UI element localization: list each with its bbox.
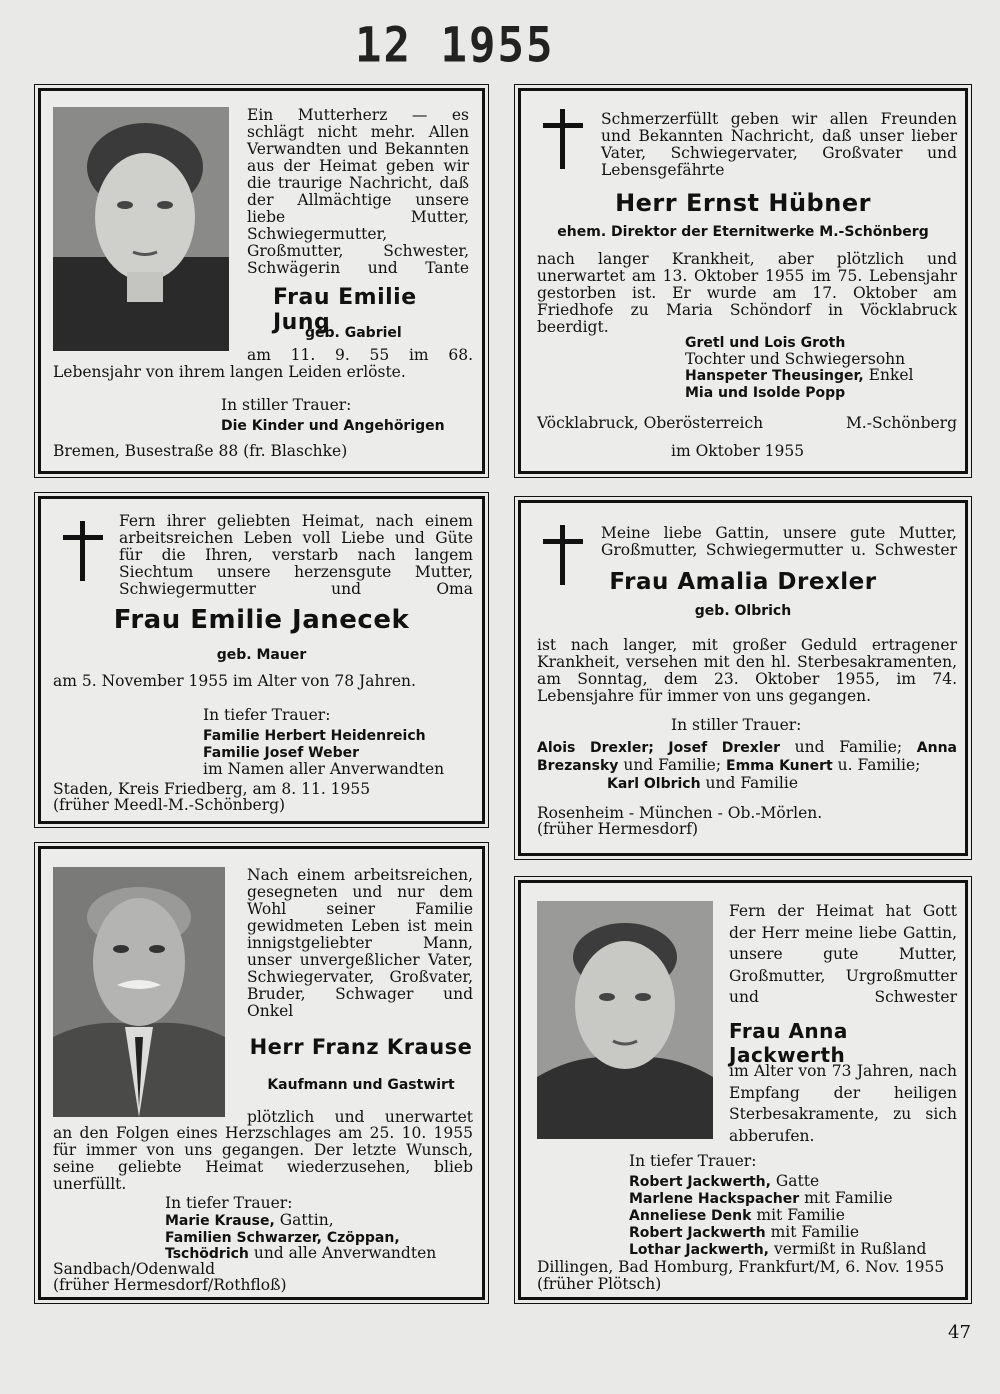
deceased-name: Herr Franz Krause	[249, 1035, 473, 1059]
mourner-2-relation: Enkel	[868, 366, 914, 384]
mourner-2: Marlene Hackspacher	[629, 1191, 800, 1207]
intro-text: Meine liebe Gattin, unsere gute Mutter, Großmutter, Schwiegermutter u. Schwester	[601, 524, 957, 559]
mourning-label: In tiefer Trauer:	[203, 706, 331, 724]
notice-amalia-drexler	[518, 500, 968, 856]
mourner-1-line	[165, 1212, 334, 1230]
mourner-2: Hanspeter Theusinger,	[685, 368, 864, 384]
deceased-name: Frau Emilie Janecek	[113, 605, 410, 635]
mourner-1-rest: Gattin,	[279, 1211, 334, 1229]
place-right: M.-Schönberg	[845, 414, 957, 432]
former-place: (früher Hermesdorf/Rothfloß)	[53, 1276, 287, 1294]
mourner-3: Mia und Isolde Popp	[685, 385, 846, 401]
death-text: ist nach langer, mit großer Geduld ertragener Krankheit, versehen mit den hl. Sterbesakramenten, am Sonntag, dem 23. Oktober 1955, im 74. Lebensjahre für immer von uns gegangen.	[537, 636, 957, 705]
notice-date: im Oktober 1955	[671, 442, 805, 460]
deceased-name: Frau Anna Jackwerth	[729, 1019, 848, 1067]
intro-text: Fern der Heimat hat Gott der Herr meine liebe Gattin, unsere gute Mutter, Großmutter, Urgroßmutter und Schwester	[729, 902, 957, 1006]
notice-ernst-huebner	[518, 88, 968, 474]
mourning-label: In stiller Trauer:	[671, 716, 802, 734]
mourner-2: Familie Josef Weber	[203, 745, 360, 761]
mourners: Die Kinder und Angehörigen	[221, 418, 445, 434]
intro-text: Schmerzerfüllt geben wir allen Freunden und Bekannten Nachricht, daß unser lieber Vater, Schwiegervater, Großvater und Lebensgefährte	[601, 110, 957, 179]
notice-franz-krause	[38, 846, 485, 1300]
place: Rosenheim - München - Ob.-Mörlen.	[537, 804, 823, 822]
mourner-3-rest: u. Familie;	[837, 756, 921, 774]
mourner-4: Karl Olbrich	[607, 776, 701, 792]
mourner-1: Alois Drexler; Josef Drexler	[537, 740, 781, 756]
mourner-1: Familie Herbert Heidenreich	[203, 728, 426, 744]
mourner-3: Tschödrich	[165, 1246, 249, 1262]
mourner-4-rest: mit Familie	[770, 1223, 860, 1241]
page-number: 47	[948, 1322, 971, 1343]
mourner-3-rest: und alle Anverwandten	[253, 1244, 437, 1262]
portrait-photo	[537, 901, 713, 1139]
place-date: Dillingen, Bad Homburg, Frankfurt/M, 6. Nov. 1955	[537, 1258, 945, 1276]
notice-emilie-janecek	[38, 496, 485, 824]
former-place: (früher Meedl-M.-Schönberg)	[53, 796, 286, 814]
address: Bremen, Busestraße 88 (fr. Blaschke)	[53, 442, 348, 460]
former-place: (früher Plötsch)	[537, 1275, 662, 1293]
portrait-photo	[53, 107, 229, 351]
place-date: Staden, Kreis Friedberg, am 8. 11. 1955	[53, 780, 371, 798]
cross-icon	[543, 109, 583, 169]
intro-text: Ein Mutterherz — es schlägt nicht mehr. Allen Verwandten und Bekannten aus der Heimat geben wir die traurige Nachricht, daß der Allmächtige unsere liebe Mutter, Schwiegermutter, Großmutter, Schwester, Schwägerin und Tante	[247, 106, 469, 277]
notice-emilie-jung	[38, 88, 485, 474]
mourner-2-rest: mit Familie	[804, 1189, 893, 1207]
deceased-title: Kaufmann und Gastwirt	[267, 1077, 455, 1093]
death-text: am 5. November 1955 im Alter von 78 Jahren.	[53, 672, 416, 690]
mourner-1: Marie Krause,	[165, 1213, 275, 1229]
mourner-1-line	[629, 1173, 819, 1191]
mourner-4: Robert Jackwerth	[629, 1225, 766, 1241]
deceased-title: ehem. Direktor der Eternitwerke M.-Schönberg	[557, 224, 929, 240]
mourners	[537, 739, 957, 793]
mourner-3: Emma Kunert	[726, 758, 833, 774]
place-line	[537, 415, 957, 432]
portrait-photo	[53, 867, 225, 1117]
former-place: (früher Hermesdorf)	[537, 820, 699, 838]
death-text: im Alter von 73 Jahren, nach Empfang der heiligen Sterbesakramente, zu sich abberufen.	[729, 1062, 957, 1145]
mourner-2: Familien Schwarzer, Czöppan,	[165, 1230, 400, 1246]
birth-name: geb. Gabriel	[305, 325, 402, 341]
cross-icon	[63, 521, 103, 581]
place: Sandbach/Odenwald	[53, 1260, 215, 1278]
death-text: am 11. 9. 55 im 68. Lebensjahr von ihrem langen Leiden erlöste.	[53, 346, 473, 381]
place-left: Vöcklabruck, Oberösterreich	[537, 414, 764, 432]
mourner-3-rest: mit Familie	[756, 1206, 845, 1224]
mourner-note: im Namen aller Anverwandten	[203, 760, 445, 778]
birth-name: geb. Mauer	[216, 647, 307, 663]
mourner-5-line	[629, 1241, 926, 1259]
mourner-1-rest: Gatte	[775, 1172, 820, 1190]
mourner-2: Anna Brezansky	[537, 740, 957, 774]
deceased-name: Herr Ernst Hübner	[615, 189, 871, 217]
mourner-5-rest: vermißt in Rußland	[773, 1240, 927, 1258]
mourner-3: Anneliese Denk	[629, 1208, 752, 1224]
death-text: nach langer Krankheit, aber plötzlich und unerwartet am 13. Oktober 1955 im 75. Lebensjahr gestorben ist. Er wurde am 17. Oktober am Friedhofe zu Maria Schöndorf in Vöcklabruck beerdigt.	[537, 250, 957, 336]
mourning-label: In stiller Trauer:	[221, 396, 352, 414]
mourner-4-rest: und Familie	[705, 774, 799, 792]
mourning-label: In tiefer Trauer:	[629, 1152, 757, 1170]
death-text-2: an den Folgen eines Herzschlages am 25. 10. 1955 für immer von uns gegangen. Der letzte Wunsch, seine geliebte Heimat wiederzusehen, blieb unerfüllt.	[53, 1124, 473, 1193]
notice-anna-jackwerth	[518, 880, 968, 1300]
mourner-1-rest: und Familie;	[794, 738, 903, 756]
intro-text: Fern ihrer geliebten Heimat, nach einem arbeitsreichen Leben voll Liebe und Güte für die Ihren, verstarb nach langem Siechtum unsere herzensgute Mutter, Schwiegermutter und Oma	[119, 512, 473, 598]
birth-name: geb. Olbrich	[694, 603, 792, 619]
archive-stamp: 12 1955	[355, 17, 555, 74]
deceased-name: Frau Amalia Drexler	[609, 569, 877, 595]
death-text-1: plötzlich und unerwartet	[247, 1108, 473, 1126]
mourner-5: Lothar Jackwerth,	[629, 1242, 769, 1258]
mourner-2-rest: und Familie;	[623, 756, 722, 774]
deceased-name: Frau Emilie Jung	[273, 285, 417, 335]
mourning-label: In tiefer Trauer:	[165, 1194, 293, 1212]
mourner-1-relation: Tochter und Schwiegersohn	[685, 350, 906, 368]
mourner-1: Gretl und Lois Groth	[685, 335, 846, 351]
intro-text: Nach einem arbeitsreichen, gesegneten und nur dem Wohl seiner Familie gewidmeten Leben ist mein innigstgeliebter Mann, unser unvergeßlicher Vater, Schwiegervater, Großvater, Bruder, Schwager und Onkel	[247, 866, 473, 1020]
mourner-2-line	[685, 367, 913, 385]
mourner-1: Robert Jackwerth,	[629, 1174, 771, 1190]
